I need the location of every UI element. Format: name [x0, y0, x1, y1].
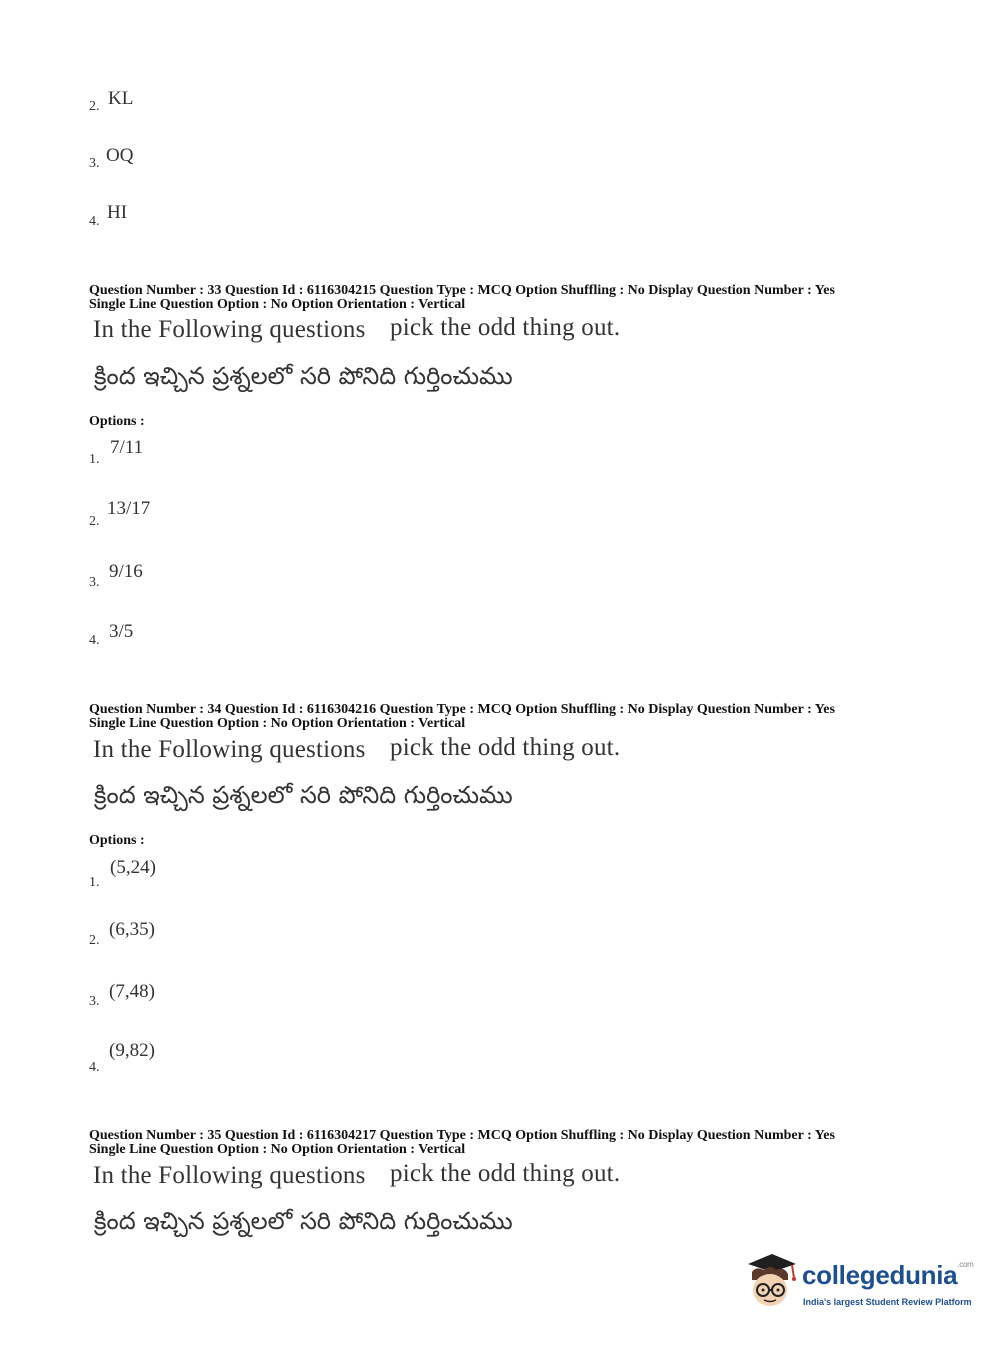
option-number: 4. [89, 633, 100, 648]
option-value: (6,35) [109, 919, 155, 940]
question-text-te: క్రింద ఇచ్చిన ప్రశ్నలలో సరి పోనిది గుర్తించుము [94, 362, 513, 390]
option-number: 1. [89, 452, 100, 467]
option-value: HI [107, 202, 128, 223]
logo-wordmark: collegedunia$^{.com}$ [802, 1260, 974, 1290]
question-meta-line1: Question Number : 33 Question Id : 6116304215 Question Type : MCQ Option Shuffling : No Display Question Number : Yes [89, 283, 835, 298]
question-text-en-part2: pick the odd thing out. [390, 734, 621, 761]
question-meta-line2: Single Line Question Option : No Option Orientation : Vertical [89, 716, 466, 731]
question-text-te: క్రింద ఇచ్చిన ప్రశ్నలలో సరి పోనిది గుర్తించుము [94, 1207, 513, 1235]
logo-tagline: India's largest Student Review Platform [803, 1297, 972, 1307]
option-number: 2. [89, 99, 100, 114]
option-number: 2. [89, 514, 100, 529]
question-text-en-part2: pick the odd thing out. [390, 314, 621, 341]
option-value: 7/11 [110, 437, 144, 458]
options-label: Options : [89, 414, 145, 429]
options-label: Options : [89, 833, 145, 848]
question-text-en-part1: In the Following questions [93, 736, 366, 763]
student-mascot-icon [742, 1250, 800, 1312]
option-value: 13/17 [107, 498, 151, 519]
option-value: (7,48) [109, 981, 155, 1002]
collegedunia-logo [742, 1250, 972, 1312]
option-value: KL [108, 88, 134, 109]
option-value: 3/5 [109, 621, 134, 642]
option-value: (9,82) [109, 1040, 155, 1061]
question-text-te: క్రింద ఇచ్చిన ప్రశ్నలలో సరి పోనిది గుర్తించుము [94, 781, 513, 809]
logo-suffix: .com [957, 1260, 974, 1269]
option-value: OQ [106, 145, 134, 166]
question-meta-line1: Question Number : 35 Question Id : 6116304217 Question Type : MCQ Option Shuffling : No Display Question Number : Yes [89, 1128, 835, 1143]
option-number: 4. [89, 214, 100, 229]
option-number: 4. [89, 1060, 100, 1075]
question-text-en-part2: pick the odd thing out. [390, 1160, 621, 1187]
option-value: 9/16 [109, 561, 143, 582]
question-text-en-part1: In the Following questions [93, 316, 366, 343]
option-number: 3. [89, 994, 100, 1009]
option-number: 3. [89, 156, 100, 171]
option-number: 1. [89, 875, 100, 890]
option-number: 2. [89, 933, 100, 948]
question-text-en-part1: In the Following questions [93, 1162, 366, 1189]
option-number: 3. [89, 575, 100, 590]
question-meta-line2: Single Line Question Option : No Option Orientation : Vertical [89, 297, 466, 312]
option-value: (5,24) [110, 857, 156, 878]
question-meta-line2: Single Line Question Option : No Option Orientation : Vertical [89, 1142, 466, 1157]
question-meta-line1: Question Number : 34 Question Id : 6116304216 Question Type : MCQ Option Shuffling : No Display Question Number : Yes [89, 702, 835, 717]
